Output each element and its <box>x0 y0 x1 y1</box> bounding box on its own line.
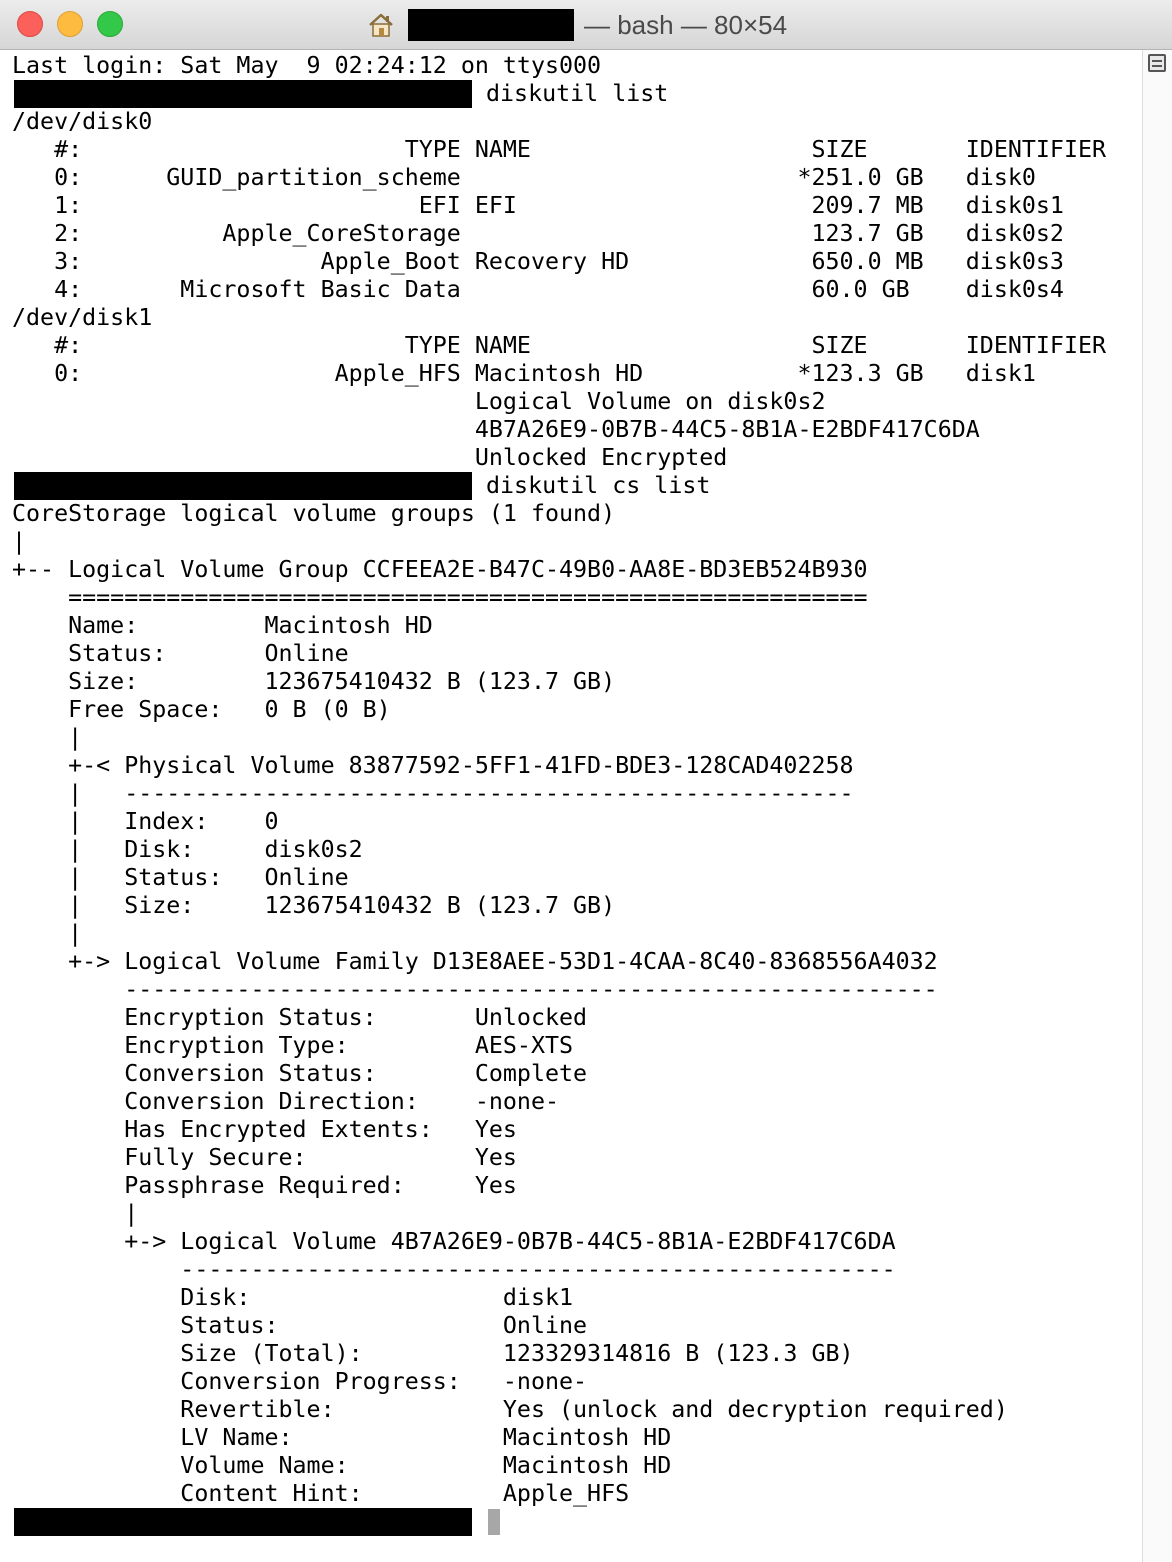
output-line <box>12 752 1140 780</box>
output-line <box>12 640 1140 668</box>
output-line <box>12 416 1140 444</box>
command-text: diskutil list <box>486 80 669 107</box>
output-line <box>12 1088 1140 1116</box>
line-text: #: TYPE NAME SIZE IDENTIFIER <box>12 332 1107 359</box>
redacted-prompt <box>14 80 472 108</box>
output-line <box>12 1284 1140 1312</box>
prompt-line <box>12 80 1140 108</box>
line-text: | <box>12 920 83 947</box>
output-line <box>12 1480 1140 1508</box>
line-text: Size: 123675410432 B (123.7 GB) <box>12 668 616 695</box>
output-line <box>12 1004 1140 1032</box>
redacted-title <box>408 9 574 41</box>
prompt-line <box>12 472 1140 500</box>
line-text: | <box>12 724 83 751</box>
output-line <box>12 1256 1140 1284</box>
line-text: | Disk: disk0s2 <box>12 836 363 863</box>
output-line <box>12 1368 1140 1396</box>
output-line <box>12 1396 1140 1424</box>
line-text: Volume Name: Macintosh HD <box>12 1452 672 1479</box>
line-text: ---------------------------------------------------------- <box>12 976 938 1003</box>
line-text: +-- Logical Volume Group CCFEEA2E-B47C-49B0-AA8E-BD3EB524B930 <box>12 556 868 583</box>
line-text: Fully Secure: Yes <box>12 1144 517 1171</box>
output-line <box>12 248 1140 276</box>
line-text: | ---------------------------------------------------- <box>12 780 854 807</box>
redacted-prompt <box>14 472 472 500</box>
output-line <box>12 528 1140 556</box>
line-text: +-< Physical Volume 83877592-5FF1-41FD-BDE3-128CAD402258 <box>12 752 854 779</box>
line-text: Conversion Progress: -none- <box>12 1368 588 1395</box>
output-line <box>12 108 1140 136</box>
text-cursor <box>488 1509 500 1535</box>
output-line <box>12 304 1140 332</box>
line-text: | Index: 0 <box>12 808 279 835</box>
output-line <box>12 808 1140 836</box>
output-line <box>12 164 1140 192</box>
line-text: | Status: Online <box>12 864 349 891</box>
command-text: diskutil cs list <box>486 472 711 499</box>
title-bar[interactable] <box>0 0 1172 50</box>
line-text: Status: Online <box>12 1312 588 1339</box>
output-line <box>12 920 1140 948</box>
output-line <box>12 668 1140 696</box>
output-line <box>12 864 1140 892</box>
scrollbar[interactable] <box>1142 50 1172 1562</box>
line-text: 3: Apple_Boot Recovery HD 650.0 MB disk0s3 <box>12 248 1064 275</box>
output-line <box>12 892 1140 920</box>
line-text: Size (Total): 123329314816 B (123.3 GB) <box>12 1340 854 1367</box>
output-line <box>12 1200 1140 1228</box>
line-text: Status: Online <box>12 640 349 667</box>
line-text: 2: Apple_CoreStorage 123.7 GB disk0s2 <box>12 220 1064 247</box>
line-text: /dev/disk0 <box>12 108 153 135</box>
output-line <box>12 1452 1140 1480</box>
line-text: Free Space: 0 B (0 B) <box>12 696 391 723</box>
output-line <box>12 444 1140 472</box>
line-text: /dev/disk1 <box>12 304 153 331</box>
output-line <box>12 1060 1140 1088</box>
line-text: Encryption Type: AES-XTS <box>12 1032 574 1059</box>
prompt-line <box>12 1508 1140 1536</box>
output-line <box>12 1116 1140 1144</box>
line-text: 0: GUID_partition_scheme *251.0 GB disk0 <box>12 164 1036 191</box>
output-line <box>12 724 1140 752</box>
line-text: Passphrase Required: Yes <box>12 1172 517 1199</box>
line-text: 4: Microsoft Basic Data 60.0 GB disk0s4 <box>12 276 1064 303</box>
output-line <box>12 52 1140 80</box>
line-text: Encryption Status: Unlocked <box>12 1004 588 1031</box>
output-line <box>12 1228 1140 1256</box>
line-text: Revertible: Yes (unlock and decryption required) <box>12 1396 1008 1423</box>
line-text: CoreStorage logical volume groups (1 found) <box>12 500 616 527</box>
output-line <box>12 584 1140 612</box>
line-text: #: TYPE NAME SIZE IDENTIFIER <box>12 136 1107 163</box>
line-text: 4B7A26E9-0B7B-44C5-8B1A-E2BDF417C6DA <box>12 416 980 443</box>
zoom-button[interactable] <box>97 11 123 37</box>
output-line <box>12 1144 1140 1172</box>
line-text: Has Encrypted Extents: Yes <box>12 1116 517 1143</box>
line-text: Unlocked Encrypted <box>12 444 728 471</box>
line-text: --------------------------------------------------- <box>12 1256 896 1283</box>
output-line <box>12 500 1140 528</box>
scrollbar-menu-icon[interactable] <box>1148 54 1166 72</box>
line-text: Conversion Direction: -none- <box>12 1088 560 1115</box>
line-text: | <box>12 1200 139 1227</box>
output-line <box>12 612 1140 640</box>
line-text: 0: Apple_HFS Macintosh HD *123.3 GB disk1 <box>12 360 1036 387</box>
output-line <box>12 136 1140 164</box>
output-line <box>12 780 1140 808</box>
line-text: +-> Logical Volume Family D13E8AEE-53D1-4CAA-8C40-8368556A4032 <box>12 948 938 975</box>
line-text: LV Name: Macintosh HD <box>12 1424 672 1451</box>
line-text: Name: Macintosh HD <box>12 612 433 639</box>
output-line <box>12 332 1140 360</box>
output-line <box>12 1312 1140 1340</box>
output-line <box>12 360 1140 388</box>
output-line <box>12 696 1140 724</box>
output-line <box>12 1172 1140 1200</box>
output-line <box>12 1032 1140 1060</box>
output-line <box>12 976 1140 1004</box>
output-line <box>12 220 1140 248</box>
home-folder-icon <box>366 10 396 40</box>
output-line <box>12 276 1140 304</box>
output-line <box>12 948 1140 976</box>
output-line <box>12 192 1140 220</box>
redacted-prompt <box>14 1508 472 1536</box>
window-title: — bash — 80×54 <box>584 9 788 40</box>
output-line <box>12 1340 1140 1368</box>
output-line <box>12 1424 1140 1452</box>
line-text: Logical Volume on disk0s2 <box>12 388 826 415</box>
line-text: +-> Logical Volume 4B7A26E9-0B7B-44C5-8B1A-E2BDF417C6DA <box>12 1228 896 1255</box>
line-text: Conversion Status: Complete <box>12 1060 588 1087</box>
line-text: Content Hint: Apple_HFS <box>12 1480 630 1507</box>
minimize-button[interactable] <box>57 11 83 37</box>
output-line <box>12 556 1140 584</box>
terminal-output[interactable] <box>12 52 1140 1552</box>
line-text: 1: EFI EFI 209.7 MB disk0s1 <box>12 192 1064 219</box>
output-line <box>12 836 1140 864</box>
line-text: Disk: disk1 <box>12 1284 574 1311</box>
line-text: Last login: Sat May 9 02:24:12 on ttys000 <box>12 52 602 79</box>
line-text: ========================================================= <box>12 584 868 611</box>
line-text: | Size: 123675410432 B (123.7 GB) <box>12 892 616 919</box>
line-text: | <box>12 528 27 555</box>
close-button[interactable] <box>17 11 43 37</box>
output-line <box>12 388 1140 416</box>
window-title-group <box>366 0 787 50</box>
